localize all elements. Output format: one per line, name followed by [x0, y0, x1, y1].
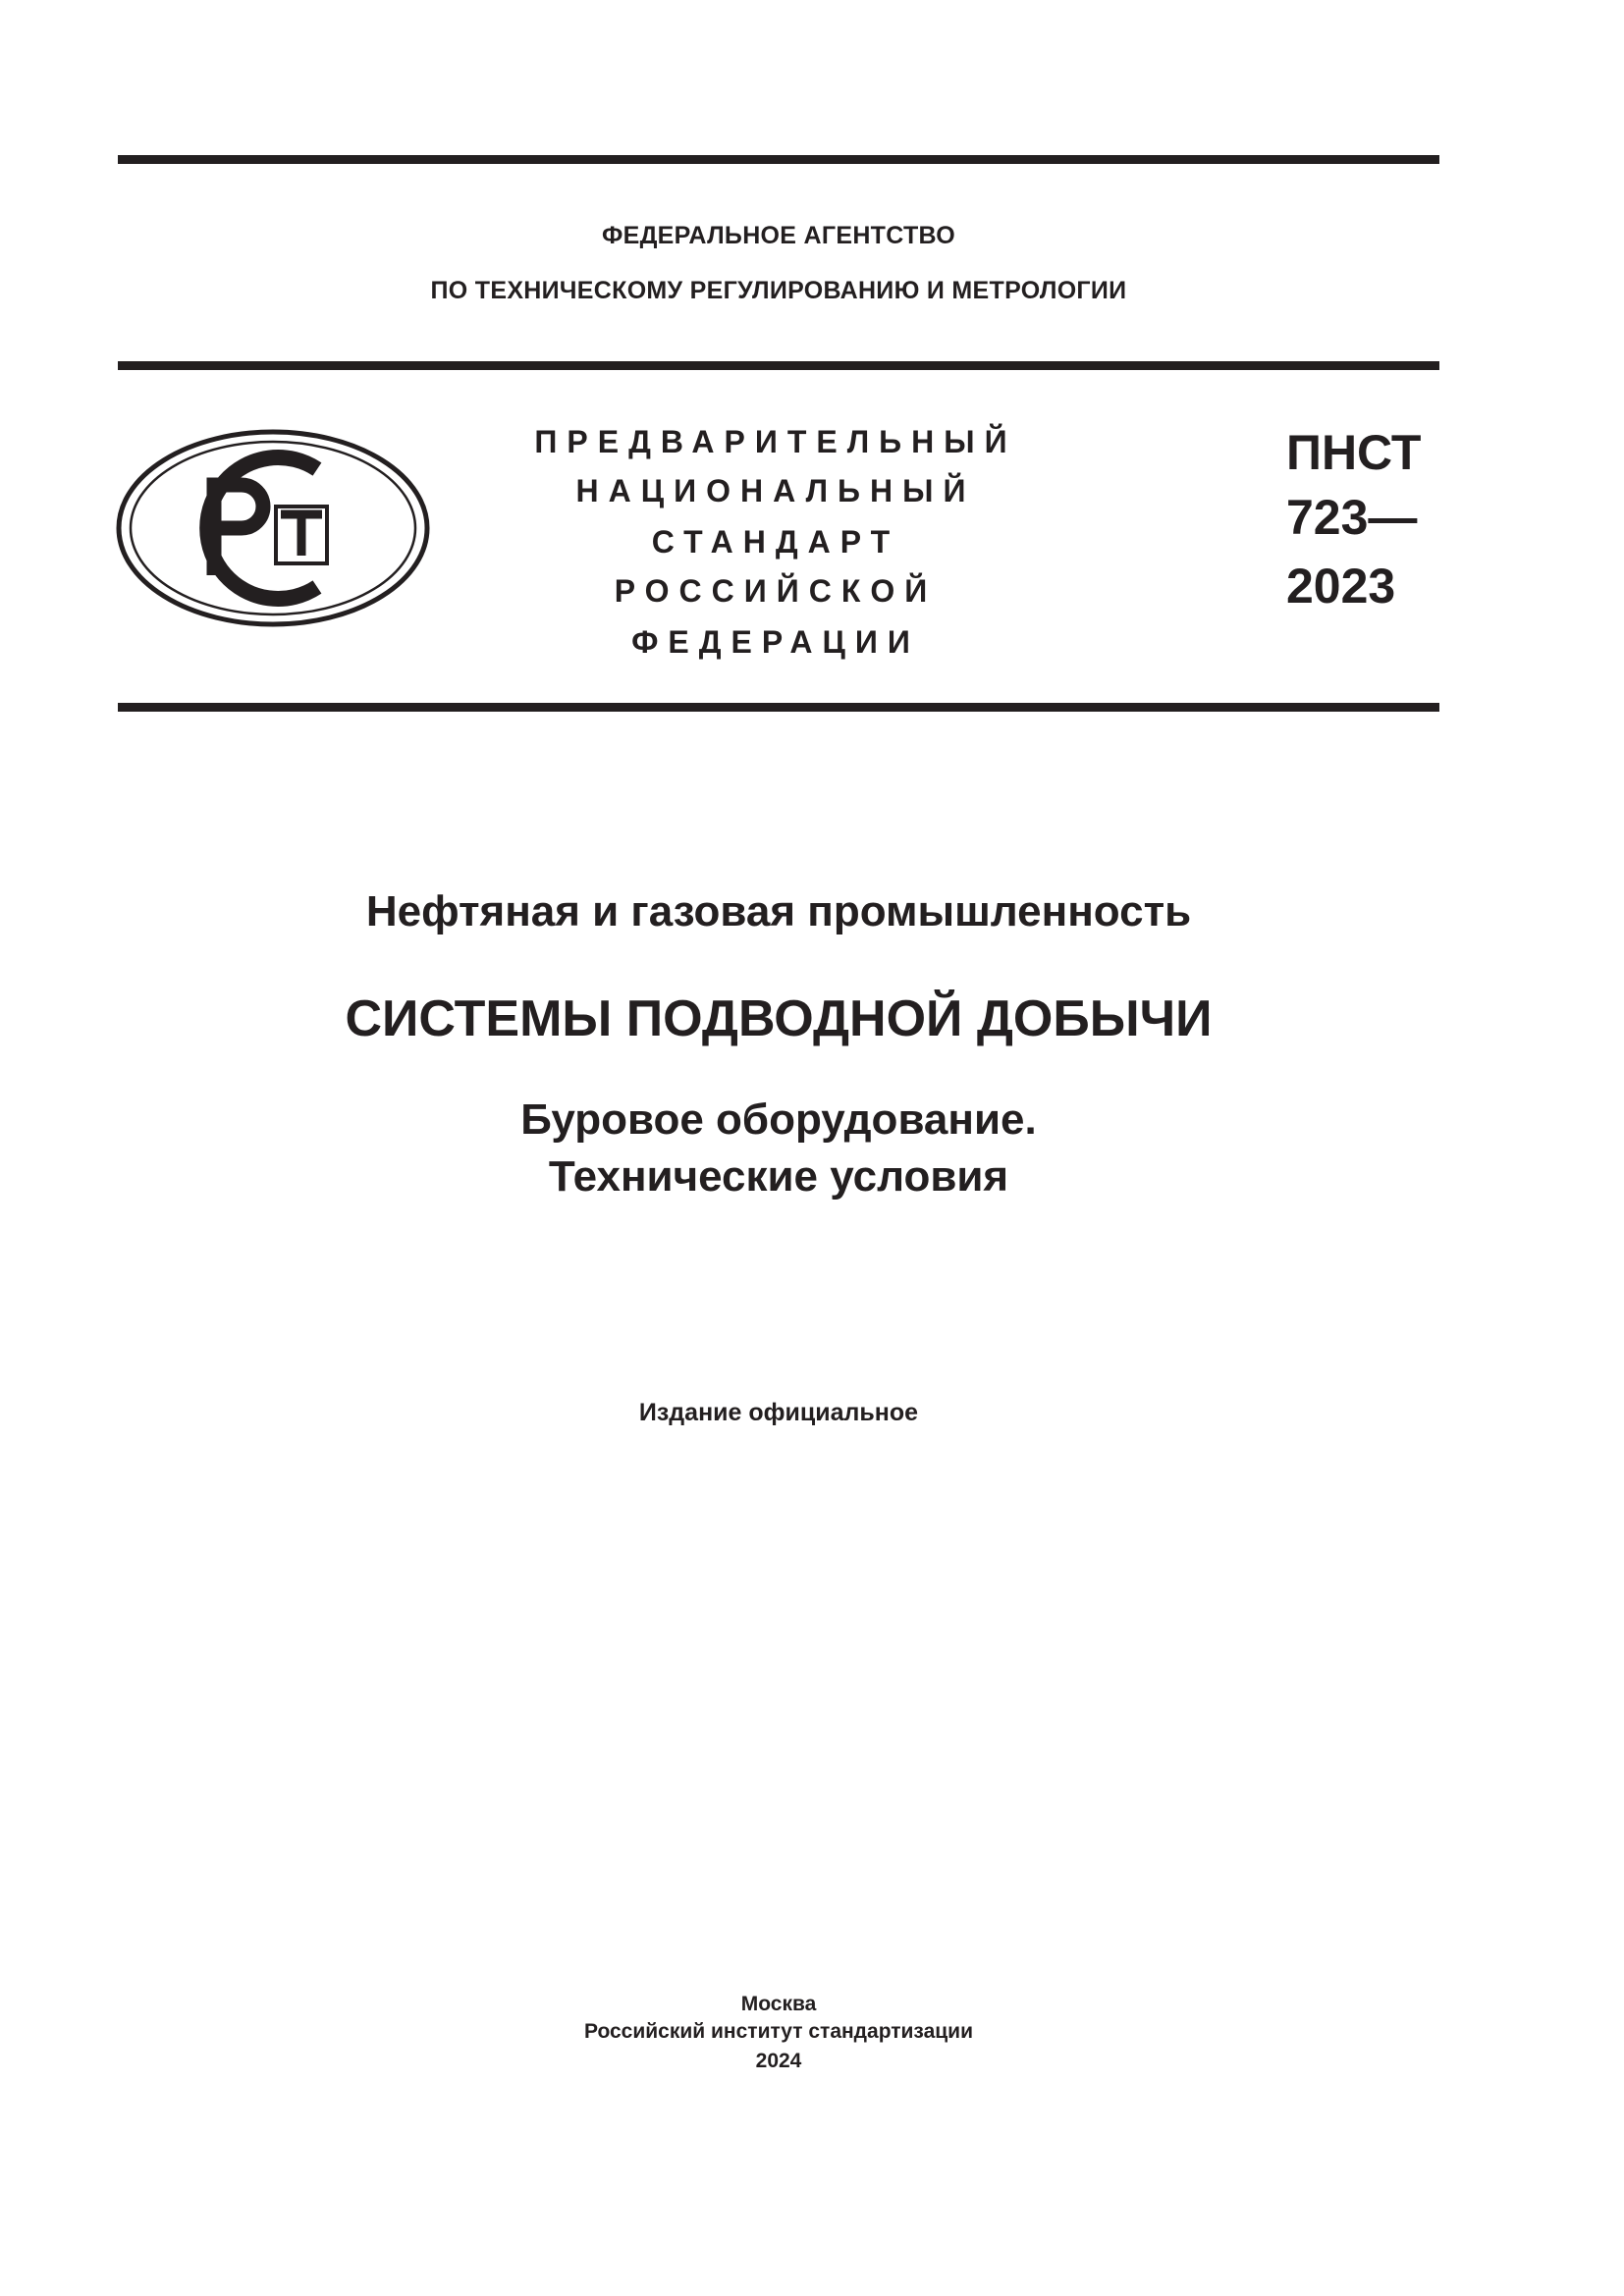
agency-name-line-1: ФЕДЕРАЛЬНОЕ АГЕНТСТВО — [601, 222, 956, 249]
industry-title: Нефтяная и газовая промышленность — [365, 887, 1192, 935]
agency-name-line-2: ПО ТЕХНИЧЕСКОМУ РЕГУЛИРОВАНИЮ И МЕТРОЛОГИИ — [430, 277, 1127, 304]
standard-number: 723— — [1286, 490, 1418, 545]
subtitle-line-2: Технические условия — [548, 1152, 1009, 1201]
standard-kind-line: ФЕДЕРАЦИИ — [631, 624, 920, 660]
standard-number-prefix: ПНСТ — [1286, 425, 1422, 480]
standard-kind-line: НАЦИОНАЛЬНЫЙ — [575, 473, 976, 508]
subtitle-line-1: Буровое оборудование. — [520, 1095, 1037, 1144]
imprint-year: 2024 — [755, 2050, 802, 2072]
edition-label: Издание официальное — [638, 1399, 919, 1426]
standard-kind-line: ПРЕДВАРИТЕЛЬНЫЙ — [534, 424, 1017, 459]
imprint-publisher: Российский институт стандартизации — [583, 2020, 974, 2043]
header-rule — [118, 361, 1439, 370]
imprint-city: Москва — [740, 1993, 817, 2015]
standard-kind-line: СТАНДАРТ — [651, 524, 900, 560]
top-rule — [118, 155, 1439, 164]
gost-r-logo-icon — [116, 428, 430, 629]
standard-kind-line: РОССИЙСКОЙ — [614, 573, 938, 609]
title-block-rule — [118, 703, 1439, 712]
standard-year: 2023 — [1286, 559, 1396, 614]
main-title: СИСТЕМЫ ПОДВОДНОЙ ДОБЫЧИ — [345, 990, 1213, 1047]
